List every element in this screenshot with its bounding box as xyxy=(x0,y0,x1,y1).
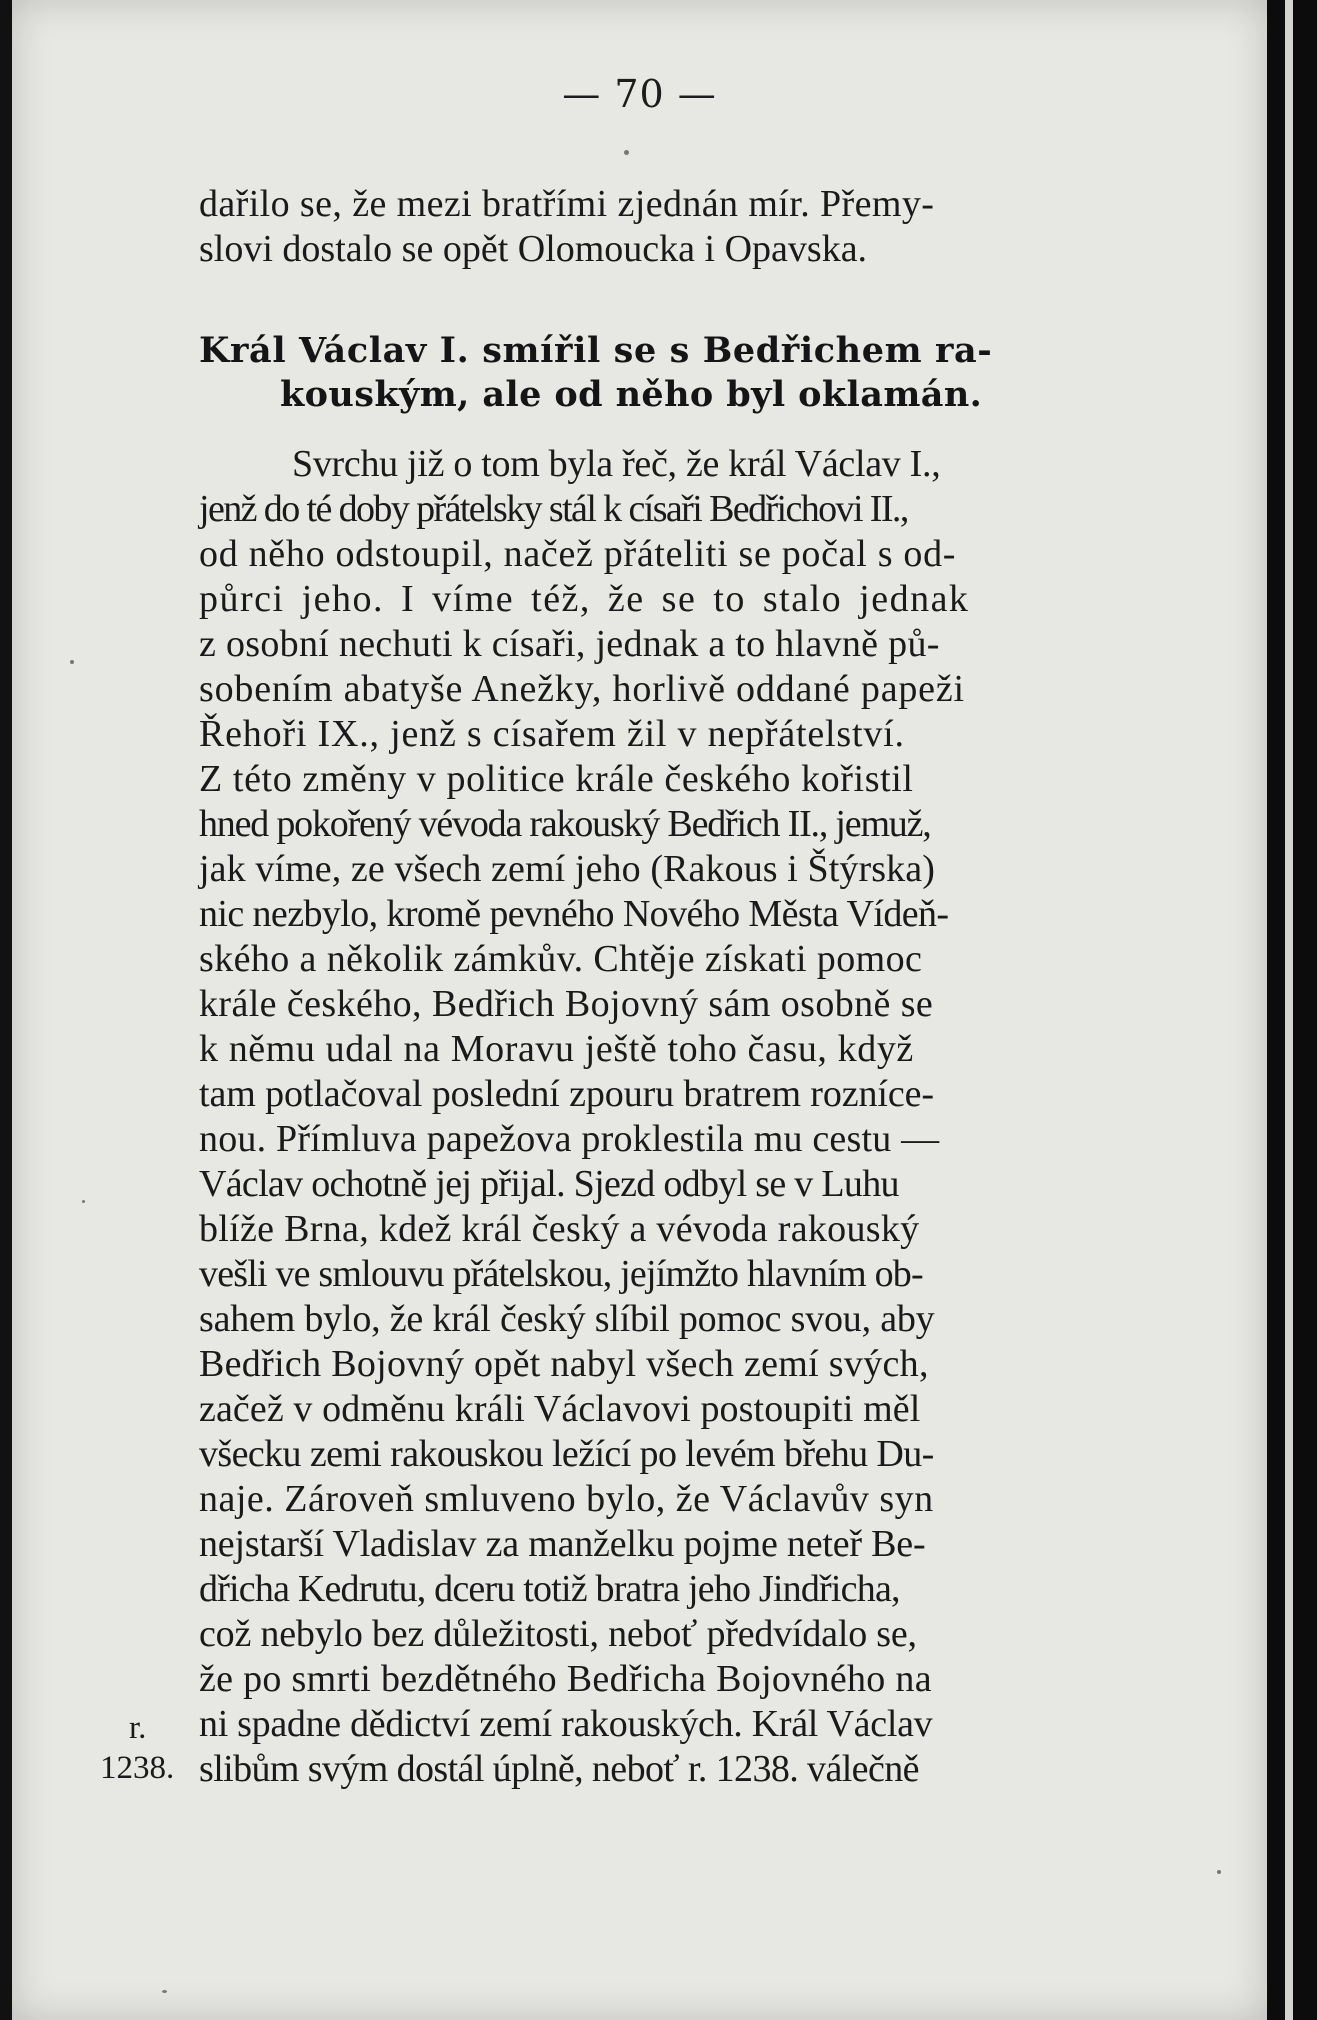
margin-note-year: 1238. xyxy=(100,1750,175,1786)
text-line: všecku zemi rakouskou ležící po levém břehu Du- xyxy=(199,1433,934,1475)
facing-page-edge xyxy=(1267,0,1317,2020)
text-line: ského a několik zámkův. Chtěje získati pomoc xyxy=(199,938,923,980)
paper-speck xyxy=(162,1990,167,1993)
text-line: sobením abatyše Anežky, horlivě oddané papeži xyxy=(199,668,965,710)
text-line: Řehoři IX., jenž s císařem žil v nepřátelství. xyxy=(199,713,905,755)
text-line: blíže Brna, kdež král český a vévoda rakouský xyxy=(199,1208,920,1250)
text-line: hned pokořený vévoda rakouský Bedřich II., jemuž, xyxy=(199,803,931,845)
text-line: nou. Přímluva papežova proklestila mu cestu — xyxy=(199,1118,940,1160)
text-line: začež v odměnu králi Václavovi postoupiti měl xyxy=(199,1388,921,1430)
margin-note-label: r. xyxy=(129,1710,147,1746)
paper-speck xyxy=(624,150,629,155)
text-line: půrci jeho. I víme též, že se to stalo jednak xyxy=(199,578,970,620)
text-line: naje. Zároveň smluveno bylo, že Václavův syn xyxy=(199,1478,934,1520)
text-line: sahem bylo, že král český slíbil pomoc svou, aby xyxy=(199,1298,935,1340)
section-heading: kouským, ale od něho byl oklamán. xyxy=(280,374,983,415)
text-line: Bedřich Bojovný opět nabyl všech zemí svých, xyxy=(199,1343,929,1385)
text-line: dařilo se, že mezi bratřími zjednán mír. Přemy- xyxy=(199,183,935,225)
book-page xyxy=(12,0,1267,2020)
page-edge-strip xyxy=(1285,0,1293,2020)
text-line: krále českého, Bedřich Bojovný sám osobně se xyxy=(199,983,934,1025)
text-line: Václav ochotně jej přijal. Sjezd odbyl se v Luhu xyxy=(199,1163,899,1205)
text-line: k němu udal na Moravu ještě toho času, když xyxy=(199,1028,914,1070)
text-line: jak víme, ze všech zemí jeho (Rakous i Štýrska) xyxy=(199,848,935,890)
text-line: ni spadne dědictví zemí rakouských. Král Václav xyxy=(199,1703,933,1745)
text-line: z osobní nechuti k císaři, jednak a to hlavně pů- xyxy=(199,623,940,665)
text-line: tam potlačoval poslední zpouru bratrem rozníce- xyxy=(199,1073,934,1115)
text-line: Z této změny v politice krále českého kořistil xyxy=(199,758,914,800)
text-line: slovi dostalo se opět Olomoucka i Opavska. xyxy=(199,228,868,270)
page-number: — 70 — xyxy=(562,72,717,116)
text-line: dřicha Kedrutu, dceru totiž bratra jeho Jindřicha, xyxy=(199,1568,900,1610)
text-line: že po smrti bezdětného Bedřicha Bojovného na xyxy=(199,1658,932,1700)
text-line: od něho odstoupil, načež přáteliti se počal s od- xyxy=(199,533,957,575)
paper-speck xyxy=(70,660,74,664)
section-heading: Král Václav I. smířil se s Bedřichem ra- xyxy=(199,330,993,371)
text-line: nejstarší Vladislav za manželku pojme neteř Be- xyxy=(199,1523,926,1565)
text-line: což nebylo bez důležitosti, neboť předvídalo se, xyxy=(199,1613,917,1655)
paper-speck xyxy=(1217,1870,1221,1874)
text-line: nic nezbylo, kromě pevného Nového Města Vídeň- xyxy=(199,893,949,935)
paper-speck xyxy=(82,1200,85,1203)
text-line: Svrchu již o tom byla řeč, že král Václav I., xyxy=(292,443,941,485)
text-line: slibům svým dostál úplně, neboť r. 1238. válečně xyxy=(199,1748,919,1790)
text-line: jenž do té doby přátelsky stál k císaři Bedřichovi II., xyxy=(199,488,908,530)
text-line: vešli ve smlouvu přátelskou, jejímžto hlavním ob- xyxy=(199,1253,923,1295)
